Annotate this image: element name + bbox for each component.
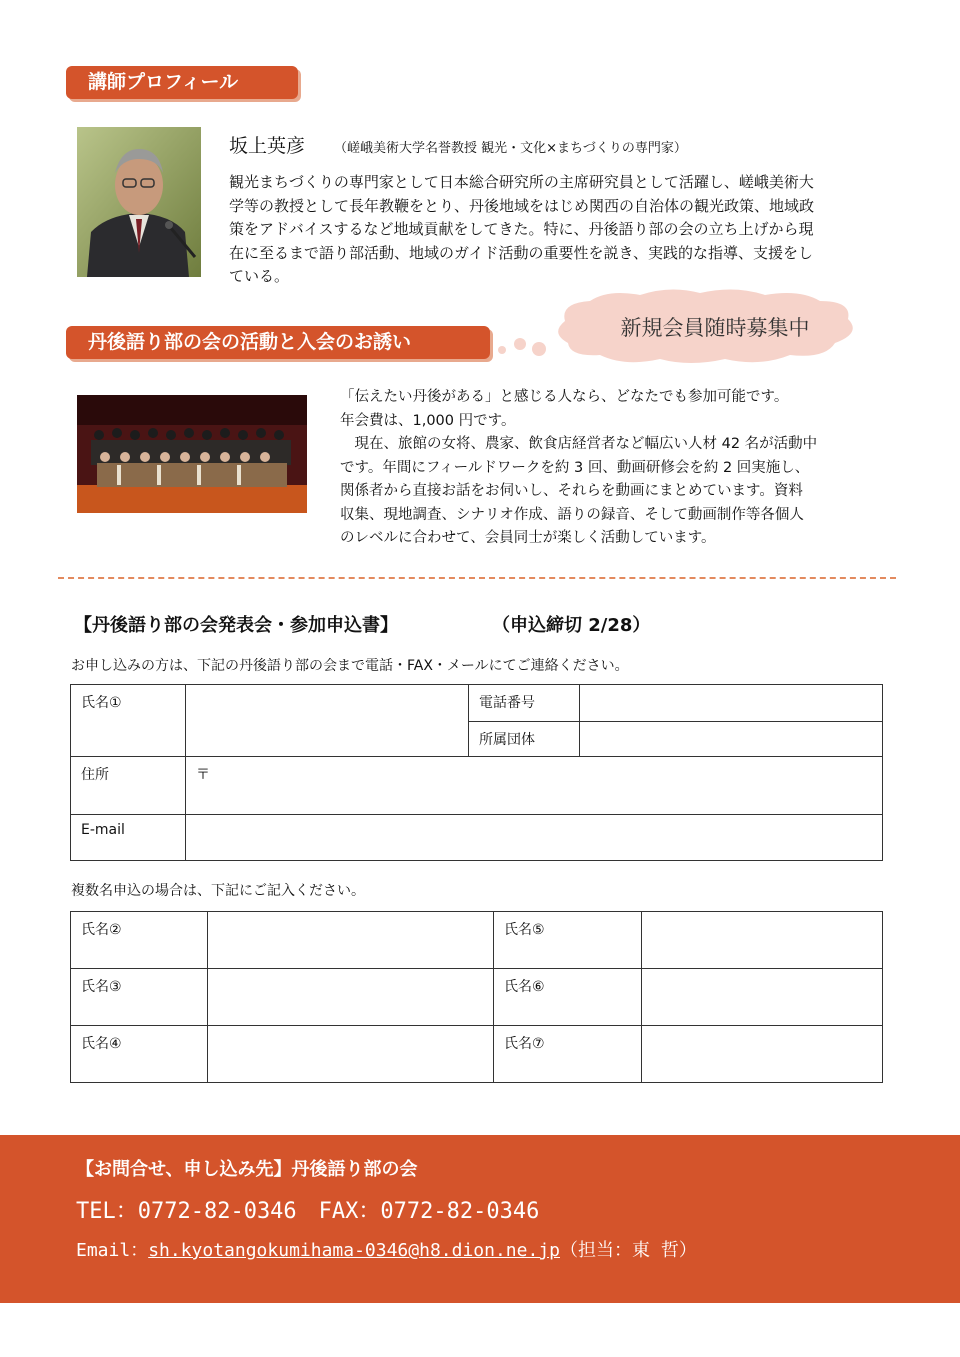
activity-line: 年会費は、1,000 円です。 <box>340 412 516 429</box>
profile-description <box>229 171 899 289</box>
name1-label: 氏名① <box>71 685 186 757</box>
phone-field[interactable] <box>580 685 883 722</box>
name6-label: 氏名⑥ <box>494 969 642 1026</box>
email-line <box>76 1236 697 1262</box>
activity-line: のレベルに合わせて、会員同士が楽しく活動しています。 <box>340 530 716 546</box>
profile-line: ている。 <box>229 267 290 285</box>
profile-line: 在に至るまで語り部活動、地域のガイド活動の重要性を説き、実践的な指導、支援をし <box>229 243 813 262</box>
email-label: E-mail <box>71 815 186 861</box>
name5-field[interactable] <box>642 912 883 969</box>
affiliation-field[interactable] <box>580 722 883 757</box>
name7-label: 氏名⑦ <box>494 1026 642 1083</box>
address-field[interactable] <box>186 757 883 815</box>
profile-line: 策をアドバイスするなど地域貢献をしてきた。特に、丹後語り部の会の立ち上げから現 <box>229 220 814 238</box>
address-label: 住所 <box>71 757 186 815</box>
profile-section-title: 講師プロフィール <box>66 66 298 99</box>
name3-field[interactable] <box>208 969 494 1026</box>
name1-field[interactable] <box>186 685 469 757</box>
profile-line: 観光まちづくりの専門家として日本総合研究所の主席研究員として活躍し、嵯峨美術大 <box>229 173 814 191</box>
name2-field[interactable] <box>208 912 494 969</box>
form-deadline: （申込締切 2/28） <box>492 615 651 636</box>
profile-line: 学等の教授として長年教鞭をとり、丹後地域をはじめ関西の自治体の観光政策、地域政 <box>229 196 815 215</box>
application-table <box>70 684 883 861</box>
tel-fax: TEL：0772-82-0346 FAX：0772-82-0346 <box>76 1199 540 1224</box>
form-title: 【丹後語り部の会発表会・参加申込書】 <box>74 615 398 636</box>
activity-line: 関係者から直接お話をお伺いし、それらを動画にまとめています。資料 <box>340 483 803 499</box>
email-label: Email： <box>76 1240 149 1261</box>
name5-label: 氏名⑤ <box>494 912 642 969</box>
recruit-text: 新規会員随時募集中 <box>620 316 810 340</box>
name6-field[interactable] <box>642 969 883 1026</box>
activity-line: 現在、旅館の女将、農家、飲食店経営者など幅広い人材 42 名が活動中 <box>340 436 818 452</box>
lecturer-title: （嵯峨美術大学名誉教授 観光・文化×まちづくりの専門家） <box>334 141 687 156</box>
additional-names-table <box>70 911 883 1083</box>
affiliation-label: 所属団体 <box>469 722 580 757</box>
name3-label: 氏名③ <box>71 969 208 1026</box>
name4-label: 氏名④ <box>71 1026 208 1083</box>
name2-label: 氏名② <box>71 912 208 969</box>
lecturer-photo <box>77 127 201 277</box>
email-field[interactable] <box>186 815 883 861</box>
activity-description <box>340 386 900 551</box>
name7-field[interactable] <box>642 1026 883 1083</box>
activity-line: 「伝えたい丹後がある」と感じる人なら、どなたでも参加可能です。 <box>340 389 789 405</box>
contact-heading: 【お問合せ、申し込み先】丹後語り部の会 <box>76 1159 418 1180</box>
group-photo <box>77 395 307 513</box>
name4-field[interactable] <box>208 1026 494 1083</box>
postal-mark: 〒 <box>196 767 210 783</box>
contact-footer <box>0 1135 960 1303</box>
lecturer-name: 坂上英彦 <box>229 135 306 157</box>
activity-line: です。年間にフィールドワークを約 3 回、動画研修会を約 2 回実施し、 <box>340 459 810 476</box>
activity-line: 収集、現地調査、シナリオ作成、語りの録音、そして動画制作等各個人 <box>340 506 804 523</box>
form-instruction: お申し込みの方は、下記の丹後語り部の会まで電話・FAX・メールにてご連絡ください。 <box>71 658 629 674</box>
activity-section-title: 丹後語り部の会の活動と入会のお誘い <box>66 326 490 359</box>
contact-person: （担当：東 哲） <box>560 1240 697 1261</box>
cut-line-divider <box>58 577 896 579</box>
multi-instruction: 複数名申込の場合は、下記にご記入ください。 <box>71 883 365 899</box>
email-link[interactable]: sh.kyotangokumihama-0346@h8.dion.ne.jp <box>148 1240 560 1261</box>
recruit-cloud <box>550 287 880 367</box>
phone-label: 電話番号 <box>469 685 580 722</box>
